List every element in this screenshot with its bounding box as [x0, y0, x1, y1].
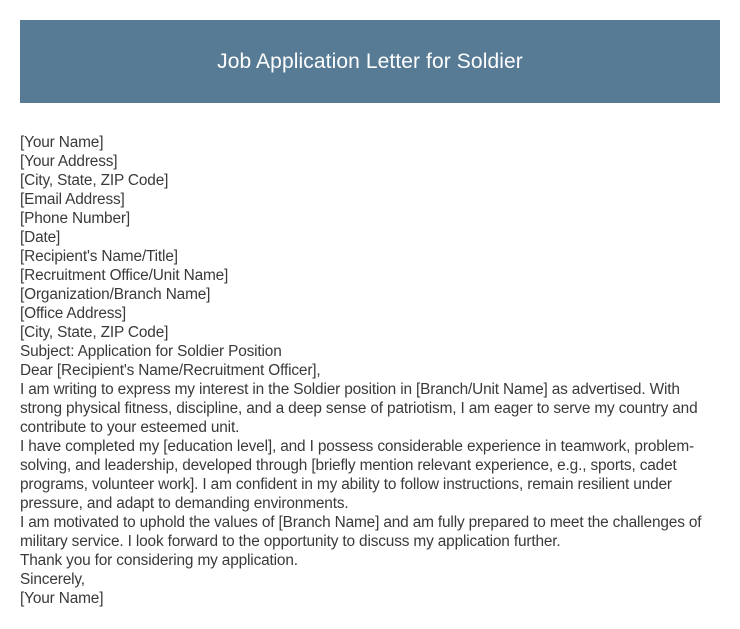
salutation: Dear [Recipient's Name/Recruitment Officer],	[20, 362, 321, 379]
sender-email: [Email Address]	[20, 191, 125, 208]
recipient-city-state-zip: [City, State, ZIP Code]	[20, 324, 169, 341]
recipient-address: [Office Address]	[20, 305, 126, 322]
sender-block	[20, 133, 725, 247]
paragraph-qualifications: I have completed my [education level], and I possess considerable experience in teamwork, problem-solving, and leadership, developed through [briefly mention relevant experience, e.g., sports, cadet programs, volunteer work]. I am confident in my ability to follow instructions, remain resilient under pressure, and adapt to demanding environments.	[20, 438, 694, 512]
page-header	[20, 20, 720, 103]
subject-line: Subject: Application for Soldier Position	[20, 343, 282, 360]
paragraph-thanks: Thank you for considering my application.	[20, 552, 298, 569]
recipient-block	[20, 247, 725, 342]
letter-body	[20, 133, 725, 608]
sender-name: [Your Name]	[20, 134, 104, 151]
page-title: Job Application Letter for Soldier	[217, 49, 523, 73]
letter-date: [Date]	[20, 229, 61, 246]
paragraph-motivation: I am motivated to uphold the values of [Branch Name] and am fully prepared to meet the challenges of military service. I look forward to the opportunity to discuss my application further.	[20, 514, 702, 550]
recipient-organization: [Organization/Branch Name]	[20, 286, 211, 303]
sender-city-state-zip: [City, State, ZIP Code]	[20, 172, 169, 189]
sender-address: [Your Address]	[20, 153, 118, 170]
signature: [Your Name]	[20, 590, 104, 607]
paragraph-intro: I am writing to express my interest in the Soldier position in [Branch/Unit Name] as advertised. With strong physical fitness, discipline, and a deep sense of patriotism, I am eager to serve my country and contribute to your esteemed unit.	[20, 381, 698, 436]
recipient-office: [Recruitment Office/Unit Name]	[20, 267, 229, 284]
closing: Sincerely,	[20, 571, 85, 588]
sender-phone: [Phone Number]	[20, 210, 130, 227]
recipient-name: [Recipient's Name/Title]	[20, 248, 178, 265]
